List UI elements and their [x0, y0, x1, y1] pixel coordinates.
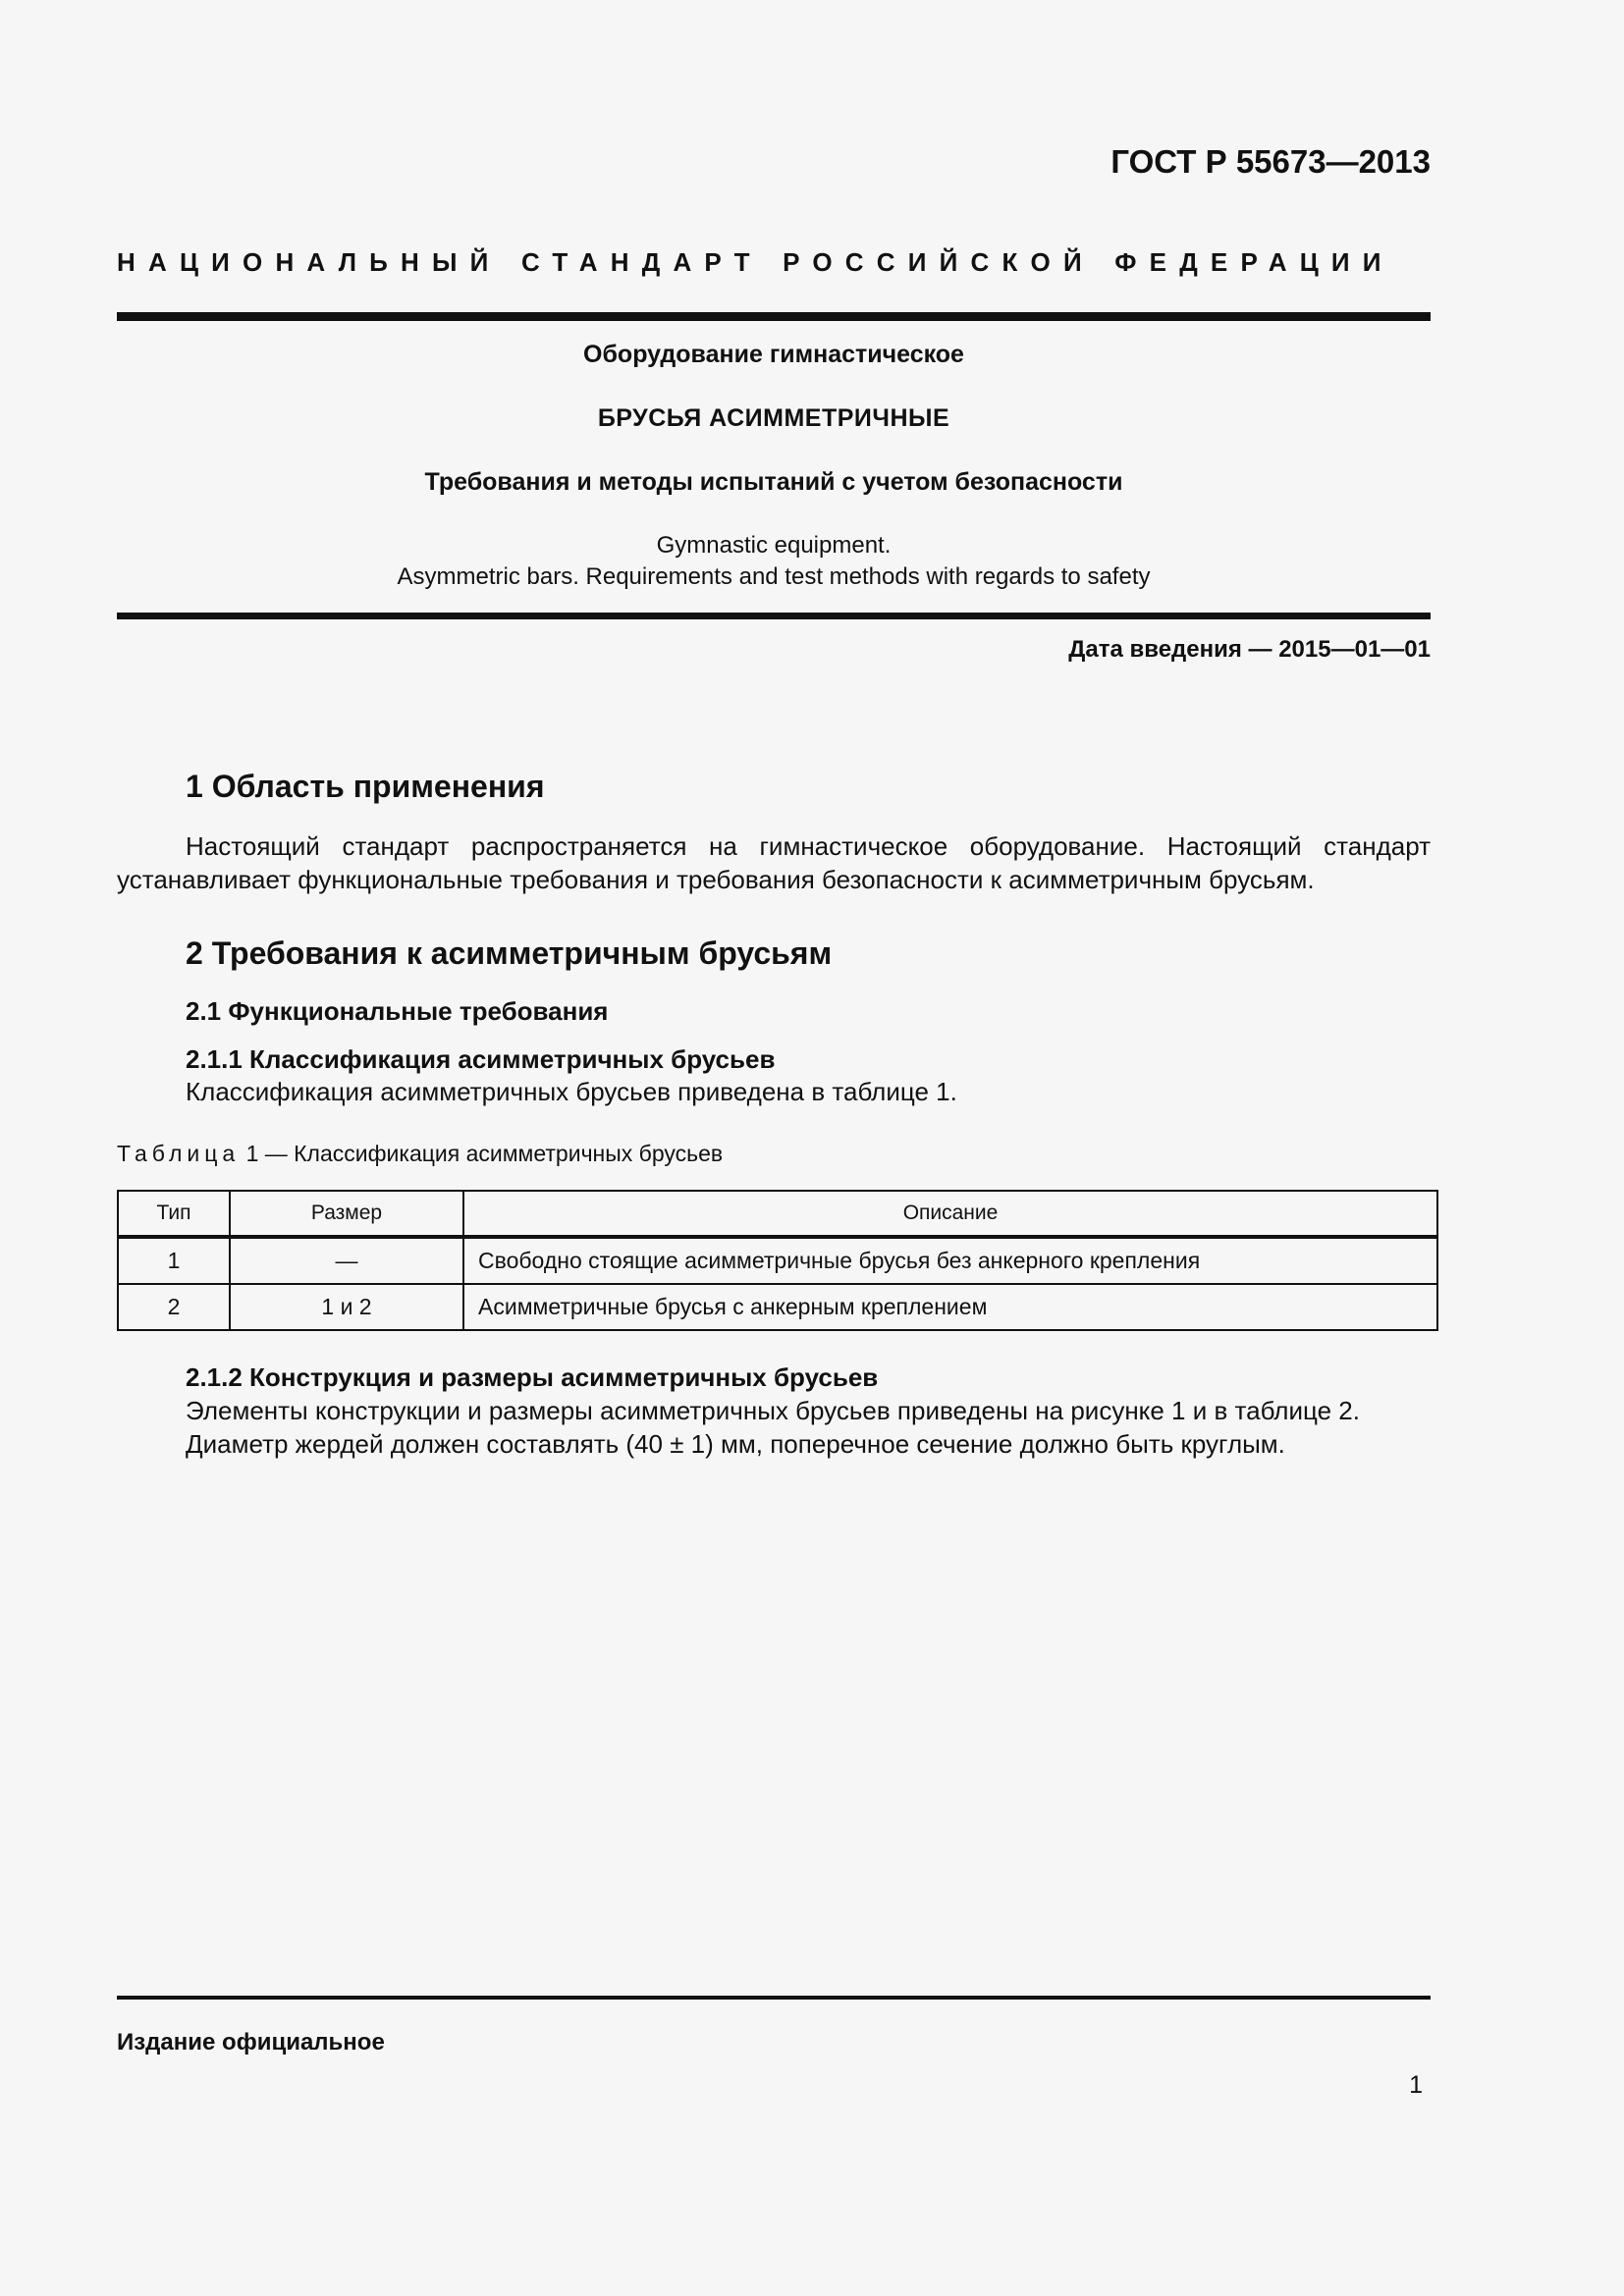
english-title: [117, 530, 1431, 593]
table-row: [118, 1237, 1437, 1284]
subsection-2-1-2-line-1: Элементы конструкции и размеры асимметричных брусьев приведены на рисунке 1 и в таблице 2.: [186, 1396, 1360, 1425]
introduction-date: Дата введения — 2015—01—01: [1068, 636, 1431, 663]
english-title-line-1: Gymnastic equipment.: [656, 532, 892, 559]
english-title-line-2: Asymmetric bars. Requirements and test methods with regards to safety: [397, 563, 1151, 590]
standard-code: ГОСТ Р 55673—2013: [1110, 143, 1431, 180]
column-header-size: Размер: [230, 1191, 463, 1237]
subsection-2-1-1-text: Классификация асимметричных брусьев приведена в таблице 1.: [186, 1077, 957, 1106]
top-rule: [117, 312, 1431, 321]
document-title: БРУСЬЯ АСИММЕТРИЧНЫЕ: [597, 404, 950, 432]
section-1-paragraph: Настоящий стандарт распространяется на гимнастическое оборудование. Настоящий стандарт устанавливает функциональные требования и требования безопасности к асимметричным брусьям.: [117, 831, 1431, 894]
table-cell-size: —: [230, 1237, 463, 1284]
table-cell-description: Свободно стоящие асимметричные брусья без анкерного крепления: [463, 1237, 1437, 1284]
table-caption-text: 1 — Классификация асимметричных брусьев: [245, 1141, 724, 1166]
subsection-2-1-2-heading: 2.1.2 Конструкция и размеры асимметричных брусьев: [186, 1362, 879, 1392]
table-caption-label: Таблица: [117, 1141, 241, 1166]
table-cell-type: 1: [118, 1237, 230, 1284]
table-cell-type: 2: [118, 1284, 230, 1330]
classification-table: [117, 1190, 1438, 1331]
table-cell-description: Асимметричные брусья с анкерным креплением: [463, 1284, 1437, 1330]
table-header-row: [118, 1191, 1437, 1237]
document-category: Оборудование гимнастическое: [583, 341, 964, 368]
page-number: 1: [1409, 2071, 1423, 2099]
column-header-type: Тип: [118, 1191, 230, 1237]
table-cell-size: 1 и 2: [230, 1284, 463, 1330]
table-1-caption: [117, 1141, 723, 1167]
edition-note: Издание официальное: [117, 2029, 385, 2056]
subsection-2-1-1-heading: 2.1.1 Классификация асимметричных брусьев: [186, 1044, 776, 1074]
section-1-heading: 1 Область применения: [186, 769, 545, 804]
middle-rule: [117, 613, 1431, 619]
bottom-rule: [117, 1996, 1431, 2000]
section-2-heading: 2 Требования к асимметричным брусьям: [186, 935, 833, 971]
table-row: [118, 1284, 1437, 1330]
national-standard-title: НАЦИОНАЛЬНЫЙ СТАНДАРТ РОССИЙСКОЙ ФЕДЕРАЦИИ: [117, 247, 1394, 277]
document-subtitle: Требования и методы испытаний с учетом безопасности: [424, 468, 1123, 496]
column-header-description: Описание: [463, 1191, 1437, 1237]
subsection-2-1-2-line-2: Диаметр жердей должен составлять (40 ± 1) мм, поперечное сечение должно быть круглым.: [186, 1429, 1285, 1459]
subsection-2-1-heading: 2.1 Функциональные требования: [186, 996, 609, 1026]
